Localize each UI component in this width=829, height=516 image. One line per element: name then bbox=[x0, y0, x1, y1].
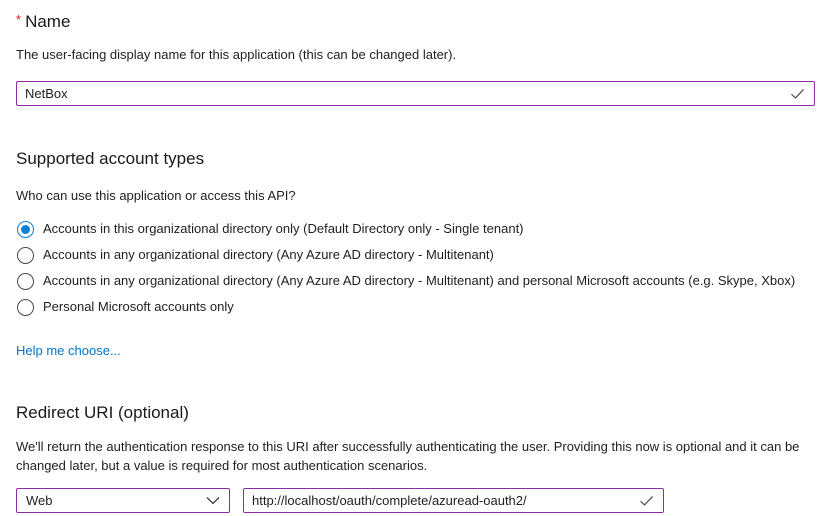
required-marker: * bbox=[16, 12, 22, 27]
account-type-option-multitenant[interactable]: Accounts in any organizational directory (Any Azure AD directory - Multitenant) bbox=[16, 242, 815, 268]
app-name-field bbox=[16, 81, 815, 106]
account-type-option-personal-only[interactable]: Personal Microsoft accounts only bbox=[16, 294, 815, 320]
name-section-title bbox=[16, 10, 815, 32]
account-type-radio-group bbox=[16, 216, 815, 320]
name-section bbox=[16, 10, 815, 106]
app-name-input[interactable] bbox=[17, 82, 790, 105]
valid-checkmark-icon bbox=[639, 495, 654, 507]
platform-select-value: Web bbox=[26, 493, 53, 508]
account-type-option-multitenant-personal[interactable]: Accounts in any organizational directory (Any Azure AD directory - Multitenant) and personal Microsoft accounts (e.g. Skype, Xbox) bbox=[16, 268, 815, 294]
name-title-text: Name bbox=[25, 12, 71, 31]
radio-unselected-icon bbox=[17, 247, 34, 264]
redirect-uri-description: We'll return the authentication response to this URI after successfully authenticating the user. Providing this now is optional and it can be changed later, but a value is required for most authentication scenarios. bbox=[16, 439, 800, 473]
redirect-uri-input[interactable] bbox=[244, 489, 639, 512]
name-description: The user-facing display name for this application (this can be changed later). bbox=[16, 47, 457, 62]
redirect-uri-section bbox=[16, 403, 815, 513]
help-me-choose-link[interactable]: Help me choose... bbox=[16, 343, 121, 358]
radio-selected-icon bbox=[17, 221, 34, 238]
supported-account-types-section bbox=[16, 149, 815, 360]
account-types-title: Supported account types bbox=[16, 149, 205, 168]
radio-unselected-icon bbox=[17, 273, 34, 290]
redirect-uri-row bbox=[16, 488, 815, 513]
chevron-down-icon bbox=[206, 496, 220, 505]
redirect-uri-title: Redirect URI (optional) bbox=[16, 403, 189, 422]
valid-checkmark-icon bbox=[790, 88, 805, 100]
account-type-option-single-tenant[interactable]: Accounts in this organizational directory only (Default Directory only - Single tenant) bbox=[16, 216, 815, 242]
radio-unselected-icon bbox=[17, 299, 34, 316]
account-types-question: Who can use this application or access this API? bbox=[16, 188, 296, 203]
redirect-uri-field bbox=[243, 488, 664, 513]
platform-select[interactable] bbox=[16, 488, 230, 513]
